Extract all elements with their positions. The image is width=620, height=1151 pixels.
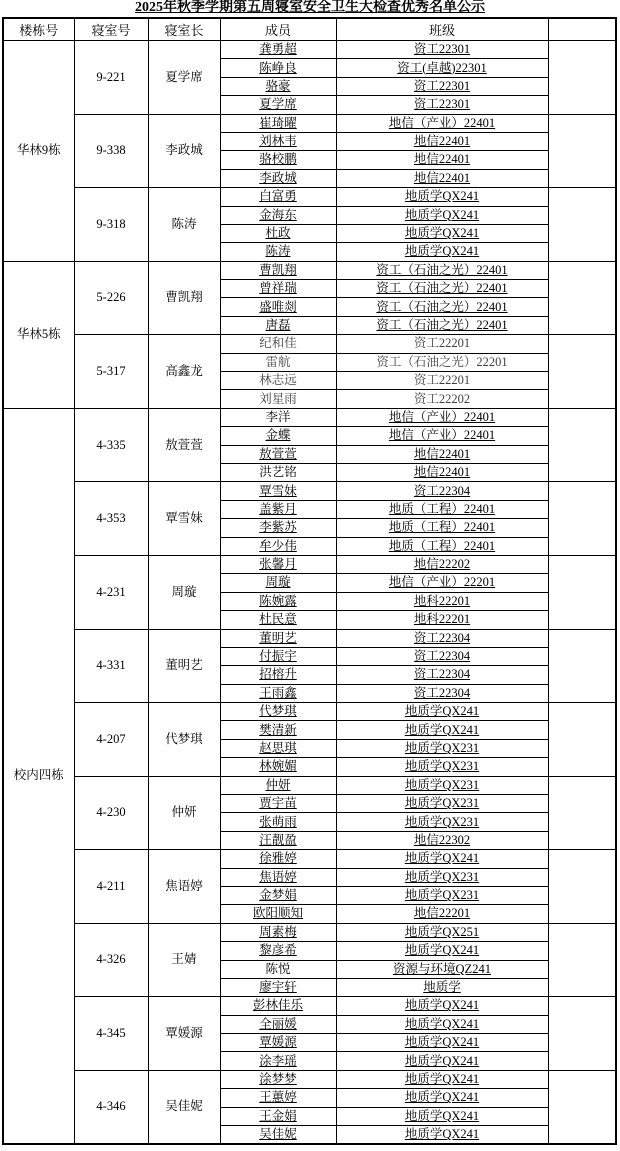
member-name-cell: 周璇 bbox=[220, 574, 336, 592]
member-class-cell: 地质学QX251 bbox=[336, 923, 548, 941]
member-name-cell: 骆校鹏 bbox=[220, 151, 336, 169]
note-cell bbox=[548, 776, 616, 850]
member-name-cell: 纪和佳 bbox=[220, 335, 336, 353]
member-class-cell: 地信22202 bbox=[336, 555, 548, 573]
room-cell: 4-211 bbox=[74, 850, 148, 924]
member-name-cell: 仲妍 bbox=[220, 776, 336, 794]
member-class-cell: 资工22304 bbox=[336, 629, 548, 647]
room-cell: 4-231 bbox=[74, 555, 148, 629]
member-name-cell: 洪艺铭 bbox=[220, 463, 336, 481]
member-class-cell: 地质学QX241 bbox=[336, 721, 548, 739]
leader-cell: 高鑫龙 bbox=[148, 335, 220, 409]
member-class-cell: 地信22401 bbox=[336, 169, 548, 187]
member-class-cell: 地质学QX241 bbox=[336, 188, 548, 206]
member-class-cell: 资工22301 bbox=[336, 77, 548, 95]
member-name-cell: 盖紫月 bbox=[220, 500, 336, 518]
member-class-cell: 资工（石油之光）22401 bbox=[336, 298, 548, 316]
member-class-cell: 地信（产业）22201 bbox=[336, 574, 548, 592]
member-class-cell: 地信22401 bbox=[336, 151, 548, 169]
table-row bbox=[3, 114, 616, 132]
member-class-cell: 地信（产业）22401 bbox=[336, 408, 548, 426]
member-class-cell: 地质学QX231 bbox=[336, 739, 548, 757]
member-name-cell: 招榕升 bbox=[220, 666, 336, 684]
member-class-cell: 地质学QX231 bbox=[336, 795, 548, 813]
note-cell bbox=[548, 1070, 616, 1144]
member-class-cell: 资工22201 bbox=[336, 335, 548, 353]
note-cell bbox=[548, 482, 616, 556]
note-cell bbox=[548, 335, 616, 409]
member-class-cell: 资工22202 bbox=[336, 390, 548, 408]
member-name-cell: 陈悦 bbox=[220, 960, 336, 978]
member-class-cell: 地信（产业）22401 bbox=[336, 427, 548, 445]
member-name-cell: 樊清新 bbox=[220, 721, 336, 739]
member-class-cell: 地质学QX241 bbox=[336, 1126, 548, 1144]
member-name-cell: 汪靓盈 bbox=[220, 831, 336, 849]
member-class-cell: 地质学QX241 bbox=[336, 1107, 548, 1125]
member-name-cell: 陈婉露 bbox=[220, 592, 336, 610]
header-leader: 寝室长 bbox=[148, 18, 220, 41]
leader-cell: 覃媛源 bbox=[148, 997, 220, 1071]
header-member: 成员 bbox=[220, 18, 336, 41]
member-name-cell: 林志远 bbox=[220, 372, 336, 390]
header-class: 班级 bbox=[336, 18, 548, 41]
member-name-cell: 张萌雨 bbox=[220, 813, 336, 831]
member-name-cell: 张馨月 bbox=[220, 555, 336, 573]
member-name-cell: 杜政 bbox=[220, 224, 336, 242]
table-row bbox=[3, 408, 616, 426]
room-cell: 4-331 bbox=[74, 629, 148, 703]
member-class-cell: 地质学QX241 bbox=[336, 1070, 548, 1088]
member-class-cell: 地质学QX231 bbox=[336, 813, 548, 831]
member-name-cell: 金梦娟 bbox=[220, 886, 336, 904]
member-class-cell: 地质学QX241 bbox=[336, 224, 548, 242]
member-class-cell: 地质学QX231 bbox=[336, 868, 548, 886]
room-cell: 9-221 bbox=[74, 41, 148, 115]
note-cell bbox=[548, 188, 616, 262]
note-cell bbox=[548, 555, 616, 629]
note-cell bbox=[548, 629, 616, 703]
member-class-cell: 地质学QX231 bbox=[336, 886, 548, 904]
member-name-cell: 全丽媛 bbox=[220, 1015, 336, 1033]
header-row bbox=[3, 18, 616, 41]
member-class-cell: 地质学QX241 bbox=[336, 206, 548, 224]
leader-cell: 夏学席 bbox=[148, 41, 220, 115]
table-row bbox=[3, 776, 616, 794]
room-cell: 4-346 bbox=[74, 1070, 148, 1144]
dorm-inspection-table bbox=[2, 17, 617, 1145]
member-name-cell: 王金娟 bbox=[220, 1107, 336, 1125]
member-class-cell: 地质学QX231 bbox=[336, 776, 548, 794]
room-cell: 9-318 bbox=[74, 188, 148, 262]
member-class-cell: 资工22304 bbox=[336, 647, 548, 665]
member-name-cell: 刘林韦 bbox=[220, 132, 336, 150]
table-row bbox=[3, 188, 616, 206]
member-class-cell: 地信22401 bbox=[336, 463, 548, 481]
member-class-cell: 资工22304 bbox=[336, 666, 548, 684]
member-name-cell: 牟少伟 bbox=[220, 537, 336, 555]
member-name-cell: 曹凯翔 bbox=[220, 261, 336, 279]
member-class-cell: 资工22201 bbox=[336, 372, 548, 390]
leader-cell: 李政城 bbox=[148, 114, 220, 188]
room-cell: 4-326 bbox=[74, 923, 148, 997]
table-row bbox=[3, 850, 616, 868]
note-cell bbox=[548, 703, 616, 777]
member-name-cell: 王雨鑫 bbox=[220, 684, 336, 702]
note-cell bbox=[548, 923, 616, 997]
member-class-cell: 地质学QX241 bbox=[336, 997, 548, 1015]
member-class-cell: 地科22201 bbox=[336, 611, 548, 629]
note-cell bbox=[548, 41, 616, 115]
member-name-cell: 彭林佳乐 bbox=[220, 997, 336, 1015]
member-class-cell: 地信22302 bbox=[336, 831, 548, 849]
room-cell: 4-207 bbox=[74, 703, 148, 777]
building-cell: 华林9栋 bbox=[3, 41, 74, 262]
member-name-cell: 黎彦希 bbox=[220, 942, 336, 960]
member-class-cell: 资源与环境QZ241 bbox=[336, 960, 548, 978]
member-name-cell: 陈涛 bbox=[220, 243, 336, 261]
header-room: 寝室号 bbox=[74, 18, 148, 41]
leader-cell: 王婧 bbox=[148, 923, 220, 997]
room-cell: 5-317 bbox=[74, 335, 148, 409]
member-name-cell: 覃媛源 bbox=[220, 1034, 336, 1052]
table-row bbox=[3, 261, 616, 279]
member-name-cell: 刘星雨 bbox=[220, 390, 336, 408]
member-class-cell: 地质学QX231 bbox=[336, 758, 548, 776]
member-name-cell: 骆豪 bbox=[220, 77, 336, 95]
member-name-cell: 董明艺 bbox=[220, 629, 336, 647]
member-class-cell: 资工（石油之光）22401 bbox=[336, 261, 548, 279]
table-row bbox=[3, 555, 616, 573]
member-class-cell: 地信22401 bbox=[336, 132, 548, 150]
table-row bbox=[3, 629, 616, 647]
member-name-cell: 欧阳顺知 bbox=[220, 905, 336, 923]
leader-cell: 陈涛 bbox=[148, 188, 220, 262]
member-name-cell: 崔琦曜 bbox=[220, 114, 336, 132]
building-cell: 华林5栋 bbox=[3, 261, 74, 408]
leader-cell: 曹凯翔 bbox=[148, 261, 220, 335]
header-blank bbox=[548, 18, 616, 41]
member-class-cell: 地质学QX241 bbox=[336, 703, 548, 721]
leader-cell: 敖萱萱 bbox=[148, 408, 220, 482]
member-class-cell: 地质（工程）22401 bbox=[336, 500, 548, 518]
member-name-cell: 覃雪妹 bbox=[220, 482, 336, 500]
member-name-cell: 贾宇苗 bbox=[220, 795, 336, 813]
member-name-cell: 金蝶 bbox=[220, 427, 336, 445]
note-cell bbox=[548, 850, 616, 924]
member-class-cell: 资工22304 bbox=[336, 684, 548, 702]
member-name-cell: 涂梦梦 bbox=[220, 1070, 336, 1088]
member-class-cell: 资工22301 bbox=[336, 96, 548, 114]
member-name-cell: 李政城 bbox=[220, 169, 336, 187]
member-name-cell: 敖萱萱 bbox=[220, 445, 336, 463]
table-row bbox=[3, 703, 616, 721]
member-class-cell: 地信22401 bbox=[336, 445, 548, 463]
leader-cell: 焦语婷 bbox=[148, 850, 220, 924]
member-class-cell: 资工（石油之光）22201 bbox=[336, 353, 548, 371]
note-cell bbox=[548, 261, 616, 335]
member-class-cell: 资工22304 bbox=[336, 482, 548, 500]
member-name-cell: 吴佳妮 bbox=[220, 1126, 336, 1144]
leader-cell: 吴佳妮 bbox=[148, 1070, 220, 1144]
member-name-cell: 唐磊 bbox=[220, 316, 336, 334]
member-name-cell: 涂李瑶 bbox=[220, 1052, 336, 1070]
room-cell: 4-335 bbox=[74, 408, 148, 482]
member-class-cell: 地质学QX241 bbox=[336, 850, 548, 868]
leader-cell: 代梦琪 bbox=[148, 703, 220, 777]
member-class-cell: 地质学QX241 bbox=[336, 1015, 548, 1033]
table-row bbox=[3, 335, 616, 353]
leader-cell: 周璇 bbox=[148, 555, 220, 629]
member-name-cell: 付振宇 bbox=[220, 647, 336, 665]
member-name-cell: 金海东 bbox=[220, 206, 336, 224]
member-class-cell: 资工（石油之光）22401 bbox=[336, 280, 548, 298]
leader-cell: 董明艺 bbox=[148, 629, 220, 703]
member-name-cell: 陈峥良 bbox=[220, 59, 336, 77]
leader-cell: 仲妍 bbox=[148, 776, 220, 850]
member-class-cell: 地质（工程）22401 bbox=[336, 537, 548, 555]
leader-cell: 覃雪妹 bbox=[148, 482, 220, 556]
note-cell bbox=[548, 997, 616, 1071]
member-class-cell: 资工（石油之光）22401 bbox=[336, 316, 548, 334]
header-building: 楼栋号 bbox=[3, 18, 74, 41]
member-class-cell: 地质学QX241 bbox=[336, 1034, 548, 1052]
member-name-cell: 林婉媚 bbox=[220, 758, 336, 776]
member-name-cell: 焦语婷 bbox=[220, 868, 336, 886]
table-row bbox=[3, 482, 616, 500]
member-name-cell: 王蕙婷 bbox=[220, 1089, 336, 1107]
member-name-cell: 徐雅婷 bbox=[220, 850, 336, 868]
member-class-cell: 地质学QX241 bbox=[336, 1089, 548, 1107]
member-name-cell: 杜民意 bbox=[220, 611, 336, 629]
member-name-cell: 白富勇 bbox=[220, 188, 336, 206]
member-class-cell: 地质（工程）22401 bbox=[336, 519, 548, 537]
room-cell: 4-353 bbox=[74, 482, 148, 556]
member-class-cell: 地质学QX241 bbox=[336, 243, 548, 261]
member-class-cell: 地信22201 bbox=[336, 905, 548, 923]
member-name-cell: 盛唯剡 bbox=[220, 298, 336, 316]
table-row bbox=[3, 41, 616, 59]
member-name-cell: 夏学席 bbox=[220, 96, 336, 114]
member-class-cell: 资工(卓越)22301 bbox=[336, 59, 548, 77]
member-class-cell: 地质学 bbox=[336, 978, 548, 996]
member-name-cell: 龚勇超 bbox=[220, 41, 336, 59]
page-title: 2025年秋季学期第五周寝室安全卫生大检查优秀名单公示 bbox=[135, 0, 485, 15]
table-row bbox=[3, 997, 616, 1015]
member-name-cell: 赵思琪 bbox=[220, 739, 336, 757]
member-class-cell: 资工22301 bbox=[336, 41, 548, 59]
member-class-cell: 地质学QX241 bbox=[336, 942, 548, 960]
member-name-cell: 曾祥瑞 bbox=[220, 280, 336, 298]
member-name-cell: 雷航 bbox=[220, 353, 336, 371]
table-row bbox=[3, 1070, 616, 1088]
note-cell bbox=[548, 114, 616, 188]
member-name-cell: 代梦琪 bbox=[220, 703, 336, 721]
member-name-cell: 周素梅 bbox=[220, 923, 336, 941]
room-cell: 9-338 bbox=[74, 114, 148, 188]
member-name-cell: 李洋 bbox=[220, 408, 336, 426]
member-class-cell: 地科22201 bbox=[336, 592, 548, 610]
member-name-cell: 李紫苏 bbox=[220, 519, 336, 537]
room-cell: 4-230 bbox=[74, 776, 148, 850]
building-cell: 校内四栋 bbox=[3, 408, 74, 1144]
room-cell: 4-345 bbox=[74, 997, 148, 1071]
member-name-cell: 廖宇轩 bbox=[220, 978, 336, 996]
room-cell: 5-226 bbox=[74, 261, 148, 335]
note-cell bbox=[548, 408, 616, 482]
member-class-cell: 地信（产业）22401 bbox=[336, 114, 548, 132]
table-row bbox=[3, 923, 616, 941]
member-class-cell: 地质学QX241 bbox=[336, 1052, 548, 1070]
